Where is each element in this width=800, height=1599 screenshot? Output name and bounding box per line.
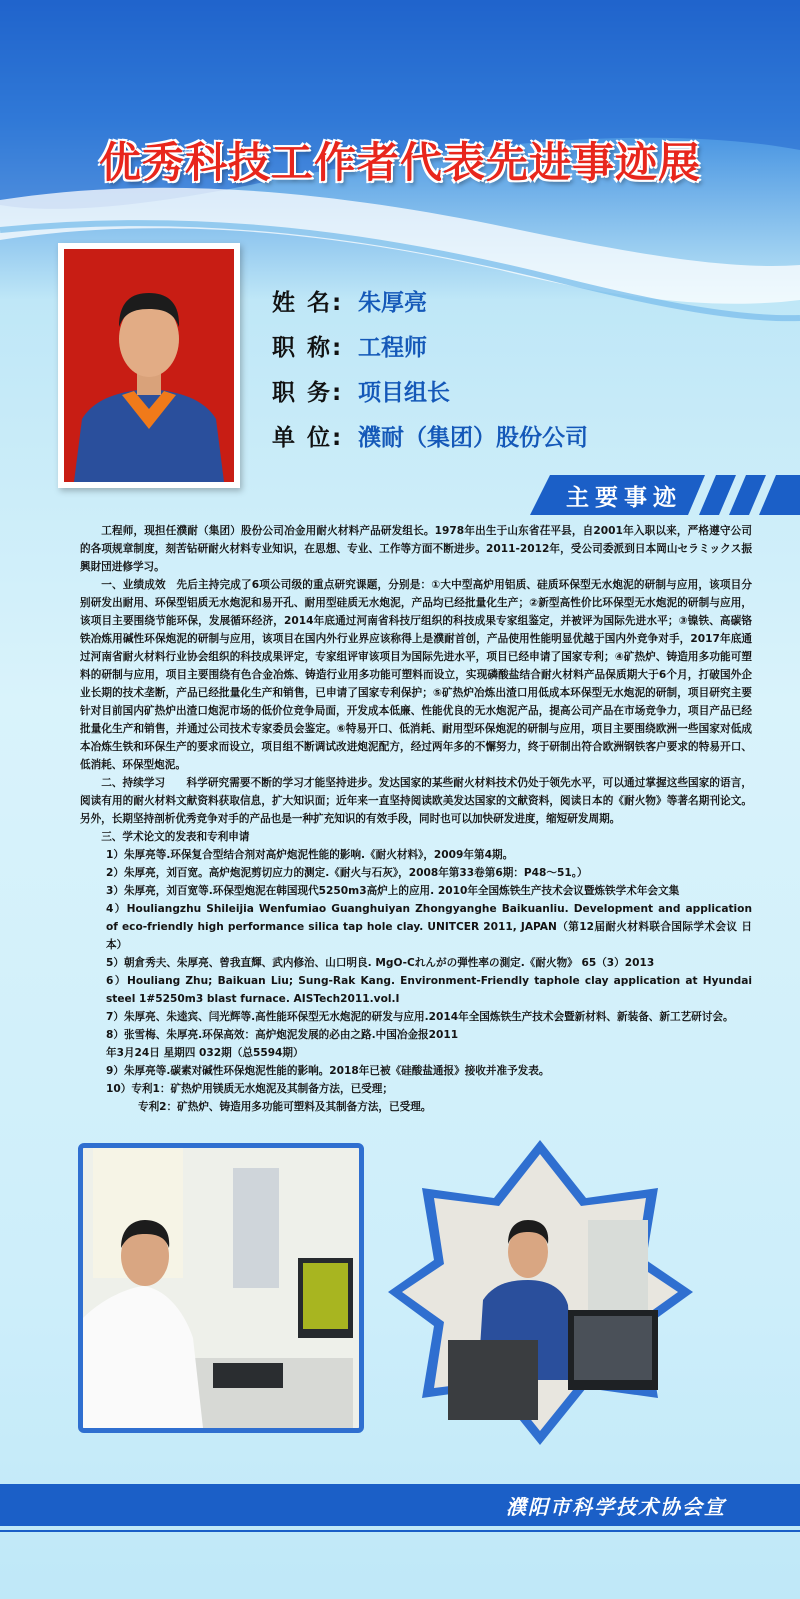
paragraph-publications-heading: 三、学术论文的发表和专利申请 bbox=[101, 831, 250, 843]
profile-value: 濮耐（集团）股份公司 bbox=[358, 425, 588, 451]
footer-divider bbox=[0, 1530, 800, 1532]
profile-row-position bbox=[272, 368, 588, 413]
profile-value: 项目组长 bbox=[358, 380, 450, 406]
publication-item: 2）朱厚亮，刘百宽。高炉炮泥剪切应力的测定.《耐火与石灰》，2008年第33卷第6期：P48～51。） bbox=[106, 867, 588, 879]
section-banner bbox=[530, 475, 800, 515]
section-heading: 主要事迹 bbox=[566, 484, 682, 511]
person-portrait-illustration bbox=[64, 249, 234, 482]
lab-photo-illustration bbox=[83, 1148, 359, 1428]
achievements-text bbox=[80, 522, 752, 1116]
footer-bar bbox=[0, 1484, 800, 1526]
publication-item: 8）张雪梅、朱厚亮.环保高效：高炉炮泥发展的必由之路.中国冶金报2011 bbox=[106, 1029, 459, 1041]
profile-info bbox=[272, 278, 588, 458]
profile-key: 职 称: bbox=[272, 335, 344, 361]
profile-key: 单 位: bbox=[272, 425, 344, 451]
publication-item: 3）朱厚亮，刘百宽等.环保型炮泥在韩国现代5250m3高炉上的应用. 2010年全国炼铁生产技术会议暨炼铁学术年会文集 bbox=[106, 885, 680, 897]
workstation-photo bbox=[388, 1140, 693, 1445]
publication-item: 5）朝倉秀夫、朱厚亮、曾我直輝、武内修治、山口明良. MgO-Cれんがの弾性率の測定.《耐火物》 65（3）2013 bbox=[106, 957, 655, 969]
profile-key: 姓 名: bbox=[272, 290, 344, 316]
patent-item: 专利2：矿热炉、铸造用多功能可塑料及其制备方法，已受理。 bbox=[138, 1101, 432, 1113]
profile-row-organization bbox=[272, 413, 588, 458]
portrait-frame bbox=[58, 243, 240, 488]
paragraph-achievements: 一、业绩成效 先后主持完成了6项公司级的重点研究课题，分别是：①大中型高炉用铝质、硅质环保型无水炮泥的研制与应用，该项目分别研发出耐用、环保型铝质无水炮泥和易开孔、耐用型硅质无水炮泥，产品均已经批量化生产；②新型高性价比环保型无水炮泥的研制与应用，该项目主要围绕节能环保，发展循环经济，2014年底通过河南省科技厅组织的科技成果专家组鉴定，并被评为国际先进水平；③镍铁、高碳铬铁冶炼用碱性环保炮泥的研制与应用，该项目在国内外行业界应该称得上是濮耐首创，产品使用性能明显优越于国内外竞争对手，2017年底通过河南省耐火材料行业协会组织的科技成果评定，专家组评审该项目为国际先进水平，项目已经申请了国家专利；④矿热炉、铸造用多功能可塑料的研制与应用，项目主要围绕有色合金冶炼、铸造行业用多功能可塑料而设立，实现磷酸盐结合耐火材料产品保质期大于6个月，打破国外企业长期的技术垄断，产品已经批量化生产和销售，已申请了国家专利保护；⑤矿热炉冶炼出渣口用低成本环保型无水炮泥的研制，项目研究主要针对目前国内矿热炉出渣口炮泥市场的低价位竞争局面，开发成本低廉、性能优良的无水炮泥产品，提高公司产品在市场竞争力，项目产品已经批量化生产和销售，并通过公司技术专家委员会鉴定。⑥特易开口、低消耗、耐用型环保炮泥的研制与应用，项目主要围绕欧洲一些国家对低成本冶炼生铁和环保生产的要求而设立，项目组不断调试改进炮泥配方，经过两年多的不懈努力，终于研制出符合欧洲钢铁客户要求的特易开口、低消耗、环保型炮泥。 bbox=[80, 579, 752, 771]
publication-item: 4）Houliangzhu Shileijia Wenfumiao Guanghuiyan Zhongyanghe Baikuanliu. Development and application of eco-friendly high performance silica tap hole clay. UNITCER 2011, JAPAN（第12届耐火材料联合国际学术会议 日本） bbox=[106, 903, 752, 951]
portrait-photo bbox=[64, 249, 234, 482]
publication-item: 1）朱厚亮等.环保复合型结合剂对高炉炮泥性能的影响.《耐火材料》，2009年第4期。 bbox=[106, 849, 514, 861]
profile-row-title bbox=[272, 323, 588, 368]
publication-item: 7）朱厚亮、朱逵宾、闫光辉等.高性能环保型无水炮泥的研发与应用.2014年全国炼铁生产技术会暨新材料、新装备、新工艺研讨会。 bbox=[106, 1011, 734, 1023]
page-title: 优秀科技工作者代表先进事迹展 bbox=[98, 138, 701, 187]
lab-photo bbox=[78, 1143, 364, 1433]
footer-text: 濮阳市科学技术协会宣 bbox=[506, 1495, 726, 1519]
profile-key: 职 务: bbox=[272, 380, 344, 406]
publication-item: 年3月24日 星期四 032期（总5594期） bbox=[106, 1047, 304, 1059]
publication-item: 6）Houliang Zhu; Baikuan Liu; Sung-Rak Kang. Environment-Friendly taphole clay application at Hyundai steel 1#5250m3 blast furnace. AISTech2011.vol.Ⅰ bbox=[106, 975, 752, 1005]
workstation-photo-illustration bbox=[388, 1140, 693, 1445]
paragraph-intro: 工程师，现担任濮耐（集团）股份公司冶金用耐火材料产品研发组长。1978年出生于山东省茌平县，自2001年入职以来，严格遵守公司的各项规章制度，刻苦钻研耐火材料专业知识，在思想、专业、工作等方面不断进步。2011-2012年，受公司委派到日本岡山セラミックス振興財団进修学习。 bbox=[80, 525, 752, 573]
profile-value: 朱厚亮 bbox=[358, 290, 427, 316]
profile-value: 工程师 bbox=[358, 335, 427, 361]
publication-item: 9）朱厚亮等.碳素对碱性环保炮泥性能的影响。2018年已被《硅酸盐通报》接收并准予发表。 bbox=[106, 1065, 550, 1077]
profile-row-name bbox=[272, 278, 588, 323]
patent-item: 10）专利1：矿热炉用镁质无水炮泥及其制备方法，已受理； bbox=[106, 1083, 393, 1095]
paragraph-learning: 二、持续学习 科学研究需要不断的学习才能坚持进步。发达国家的某些耐火材料技术仍处于领先水平，可以通过掌握这些国家的语言，阅读有用的耐火材料文献资料获取信息，扩大知识面；近年来一直坚持阅读欧美发达国家的文献资料，阅读日本的《耐火物》等著名期刊论文。另外，长期坚持剖析优秀竞争对手的产品也是一种扩充知识的有效手段，同时也可以加快研发进度，缩短研发周期。 bbox=[80, 777, 752, 825]
